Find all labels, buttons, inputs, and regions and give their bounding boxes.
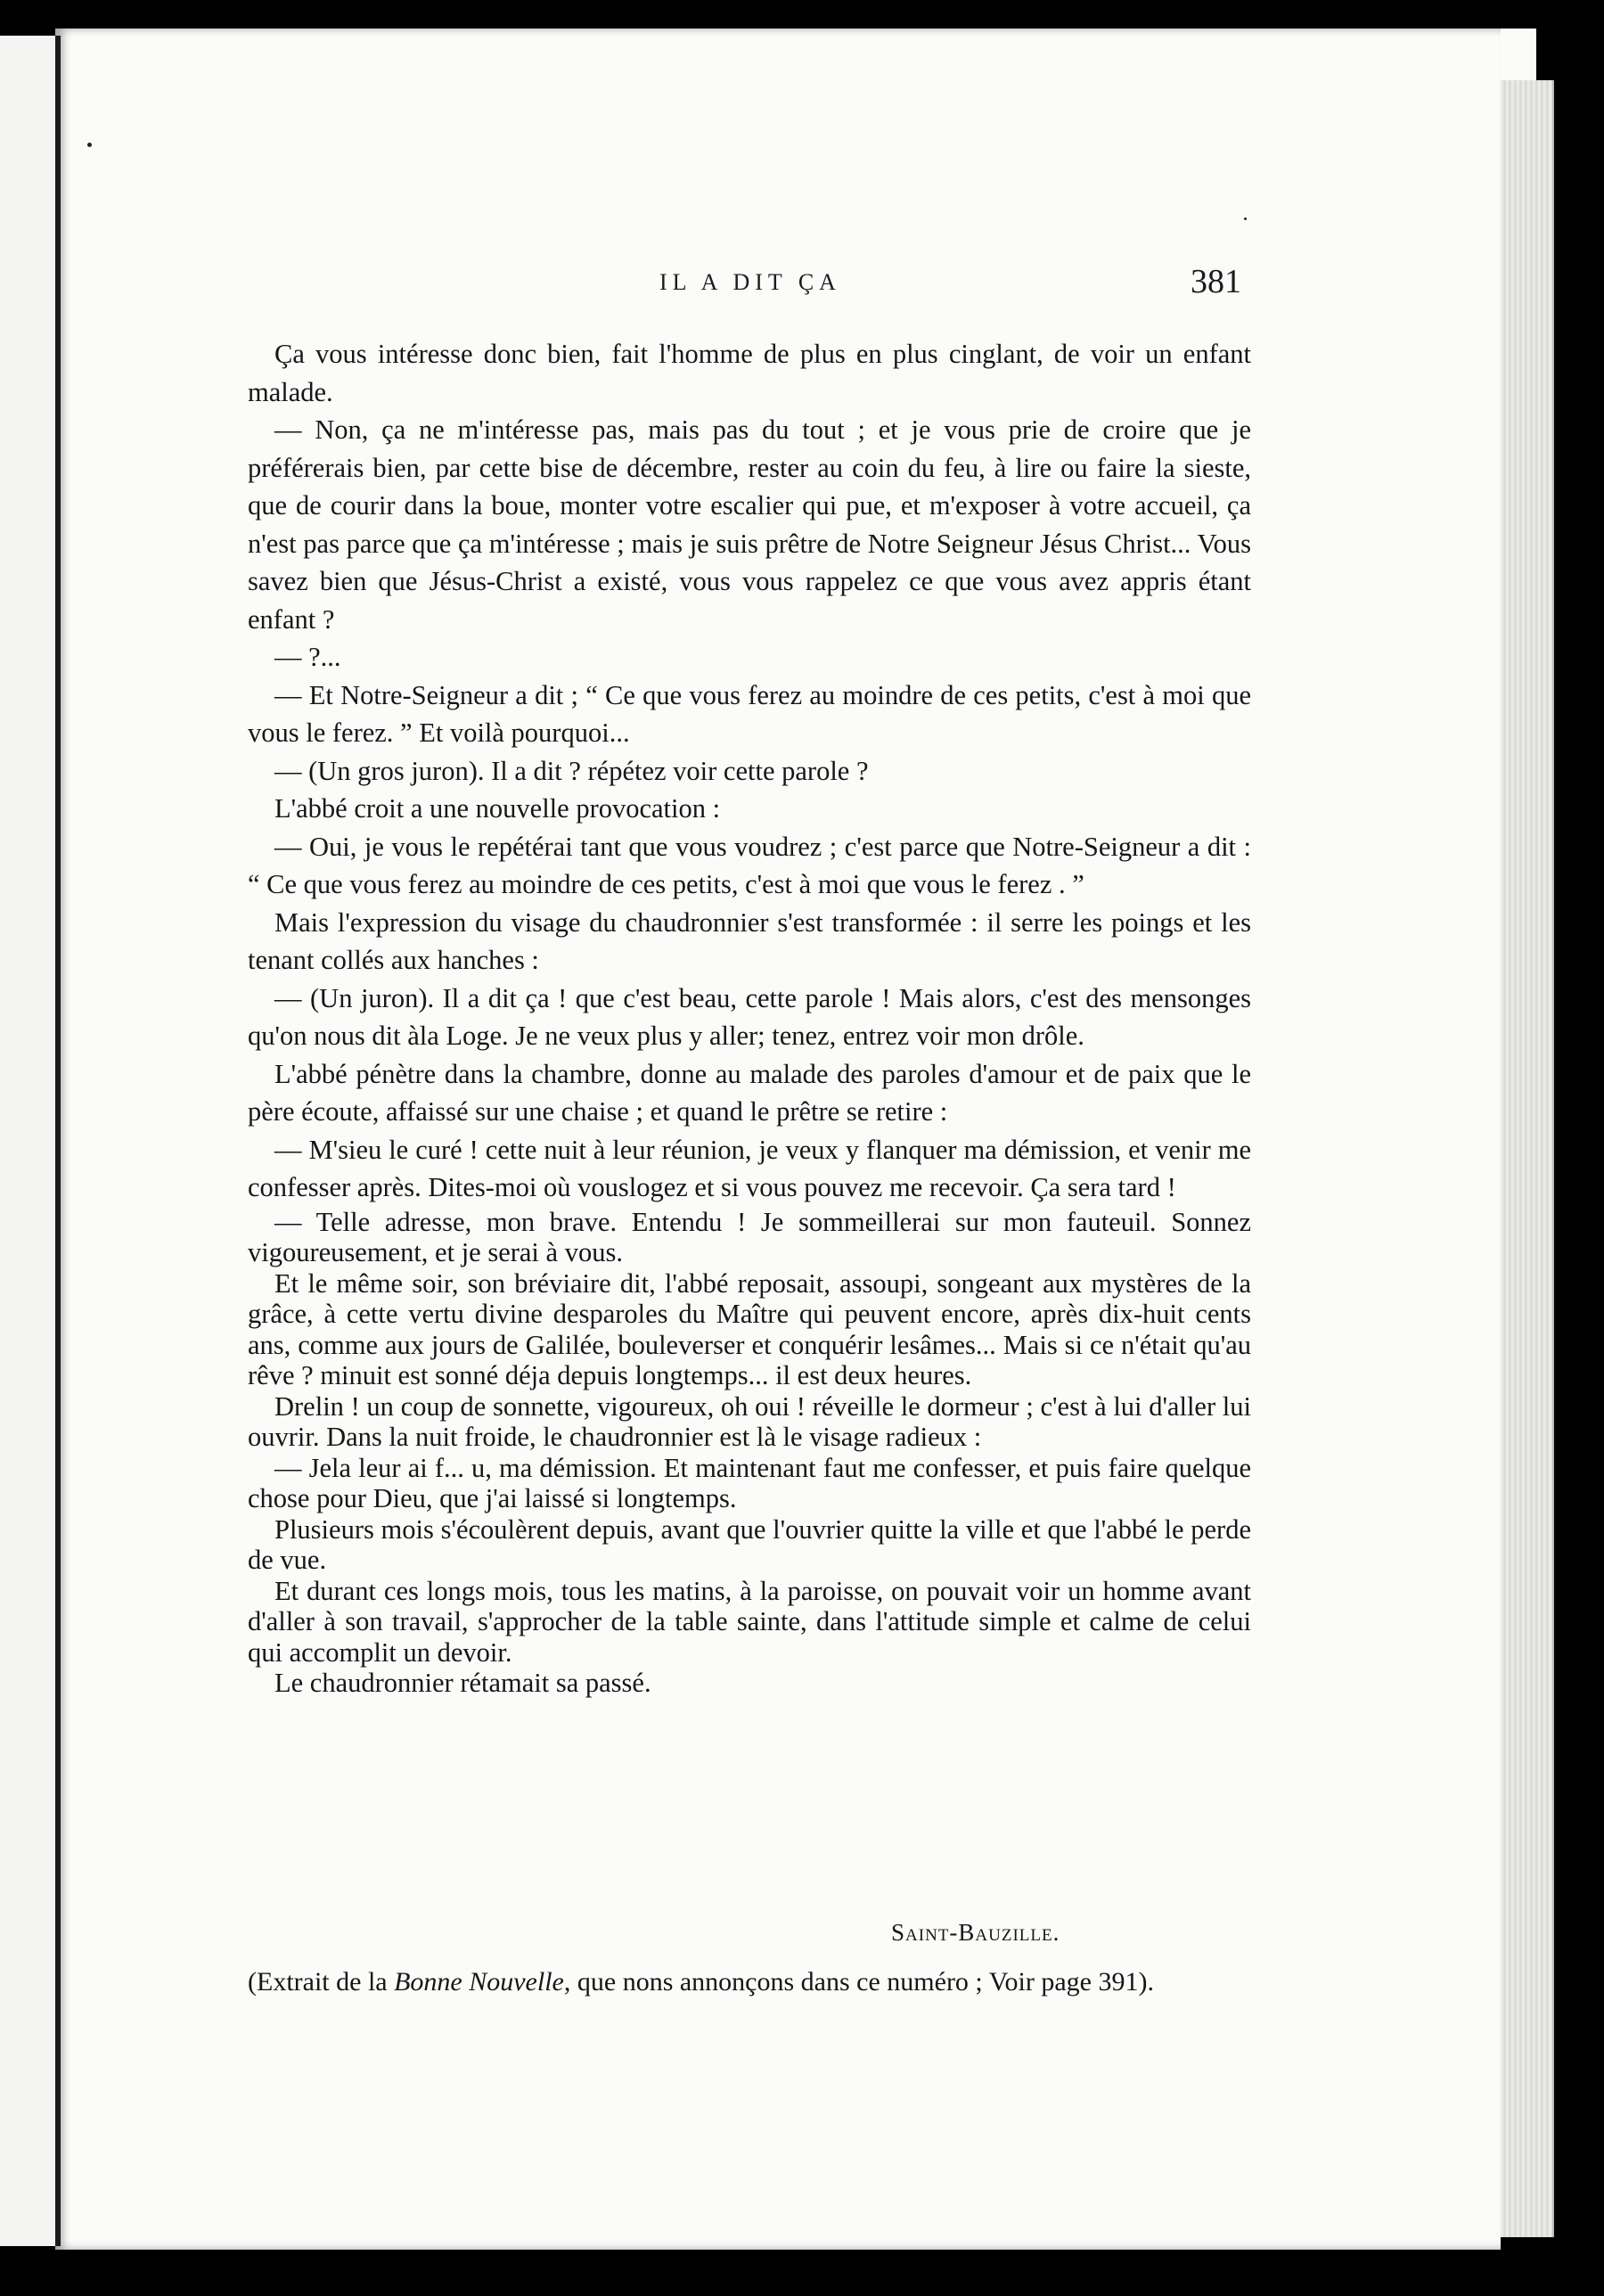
paragraph: — M'sieu le curé ! cette nuit à leur réunion, je veux y flanquer ma démission, et venir me confesser après. Dites-moi où vouslogez et si vous pouvez me recevoir. Ça sera tard !	[248, 1134, 1251, 1202]
paragraph: — Oui, je vous le repétérai tant que vous voudrez ; c'est parce que Notre-Seigneur a dit : “ Ce que vous ferez au moindre de ces petits, c'est à moi que vous le ferez . ”	[248, 831, 1251, 899]
paragraph: Plusieurs mois s'écoulèrent depuis, avant que l'ouvrier quitte la ville et que l'abbé le perde de vue.	[248, 1513, 1251, 1575]
paragraph: — (Un juron). Il a dit ça ! que c'est beau, cette parole ! Mais alors, c'est des mensonges qu'on nous dit àla Loge. Je ne veux plus y aller; tenez, entrez voir mon drôle.	[248, 982, 1251, 1051]
paragraph: L'abbé croit a une nouvelle provocation :	[274, 793, 721, 824]
facing-page-edge	[0, 36, 55, 2246]
article-body	[248, 335, 1251, 1699]
paragraph: — ?...	[274, 642, 341, 672]
page-number: 381	[1191, 263, 1241, 300]
paragraph: — Telle adresse, mon brave. Entendu ! Je sommeillerai sur mon fauteuil. Sonnez vigoureusement, et je serai à vous.	[248, 1206, 1251, 1267]
paragraph: — Et Notre-Seigneur a dit ; “ Ce que vous ferez au moindre de ces petits, c'est à moi que vous le ferez. ” Et voilà pourquoi...	[248, 679, 1251, 748]
author-signature: Saint-Bauzille.	[891, 1919, 1060, 1946]
paragraph: — Non, ça ne m'intéresse pas, mais pas du tout ; et je vous prie de croire que je préférerais bien, par cette bise de décembre, rester au coin du feu, à lire ou faire la sieste, que de courir dans la boue, monter votre escalier qui pue, et m'exposer à votre accueil, ça n'est pas parce que ça m'intéresse ; mais je suis prêtre de Notre Seigneur Jésus Christ... Vous savez bien que Jésus-Christ a existé, vous vous rappelez ce que vous avez appris étant enfant ?	[248, 414, 1251, 635]
paragraph: Drelin ! un coup de sonnette, vigoureux, oh oui ! réveille le dormeur ; c'est à lui d'aller lui ouvrir. Dans la nuit froide, le chaudronnier est là le visage radieux :	[248, 1390, 1251, 1452]
gutter-shadow	[55, 36, 61, 2246]
paragraph: L'abbé pénètre dans la chambre, donne au malade des paroles d'amour et de paix que le père écoute, affaissé sur une chaise ; et quand le prêtre se retire :	[248, 1058, 1251, 1127]
page-corner	[1501, 29, 1536, 80]
page-fore-edge	[1501, 80, 1554, 2237]
scan-speck	[87, 143, 92, 147]
source-note	[248, 1966, 1212, 1998]
paragraph: Et durant ces longs mois, tous les matins, à la paroisse, on pouvait voir un homme avant d'aller à son travail, s'approcher de la table sainte, dans l'attitude simple et calme de celui qui accomplit un devoir.	[248, 1575, 1251, 1668]
paragraph: — (Un gros juron). Il a dit ? répétez voir cette parole ?	[274, 755, 869, 786]
paragraph: Le chaudronnier rétamait sa passé.	[274, 1668, 651, 1698]
source-title: Bonne Nouvelle	[394, 1967, 564, 1997]
running-title: IL A DIT ÇA	[659, 269, 841, 295]
scan-speck	[1244, 217, 1247, 220]
paragraph: Et le même soir, son bréviaire dit, l'abbé reposait, assoupi, songeant aux mystères de la grâce, à cette vertu divine desparoles du Maître qui peuvent encore, après dix-huit cents ans, comme aux jours de Galilée, bouleverser et conquérir lesâmes... Mais si ce n'était qu'au rêve ? minuit est sonné déja depuis longtemps... il est deux heures.	[248, 1267, 1251, 1390]
paragraph: Ça vous intéresse donc bien, fait l'homme de plus en plus cinglant, de voir un enfant malade.	[248, 339, 1251, 407]
source-note-prefix: (Extrait de la	[248, 1967, 395, 1997]
source-note-suffix: , que nons annonçons dans ce numéro ; Voir page 391).	[563, 1967, 1154, 1997]
paragraph: Mais l'expression du visage du chaudronnier s'est transformée : il serre les poings et les tenant collés aux hanches :	[248, 906, 1251, 975]
paragraph: — Jela leur ai f... u, ma démission. Et maintenant faut me confesser, et puis faire quelque chose pour Dieu, que j'ai laissé si longtemps.	[248, 1452, 1251, 1513]
